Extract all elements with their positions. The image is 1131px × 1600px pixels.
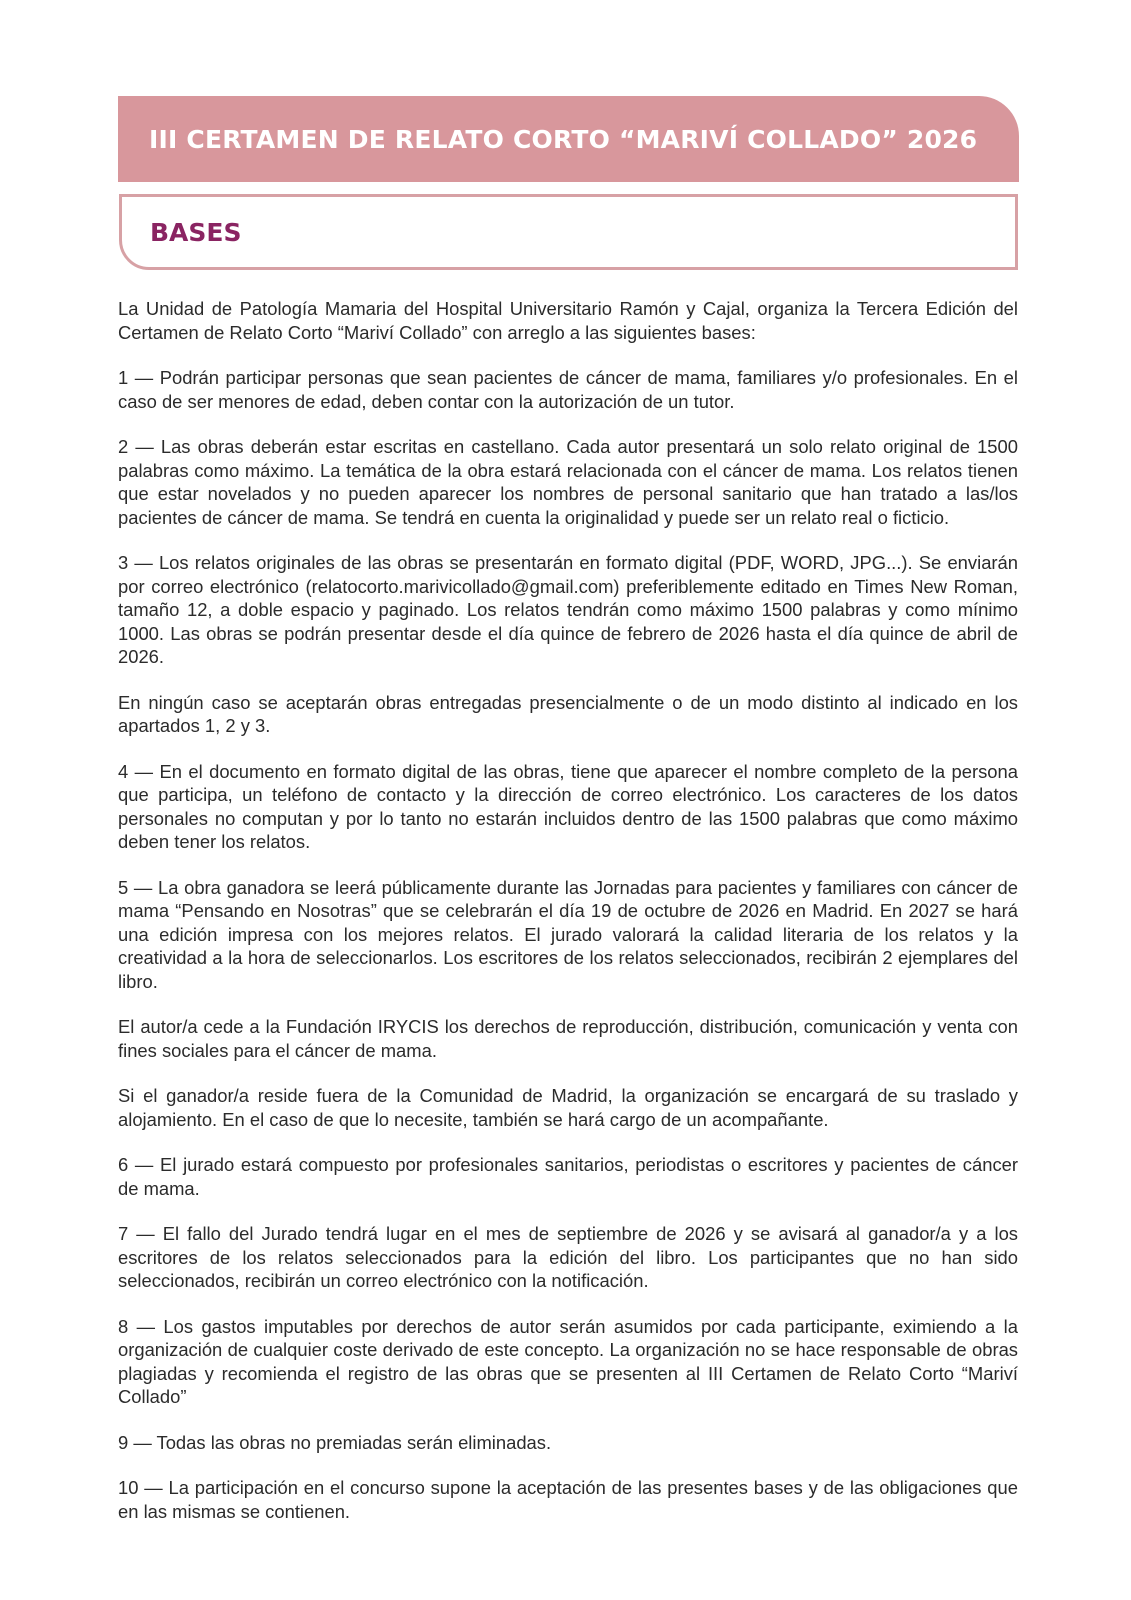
rule-1-paragraph: 1 — Podrán participar personas que sean pacientes de cáncer de mama, familiares y/o profesionales. En el caso de ser menores de edad, deben contar con la autorización de un tutor.: [118, 367, 1018, 412]
section-header-box: [119, 194, 1018, 270]
rule-8-paragraph: 8 — Los gastos imputables por derechos de autor serán asumidos por cada participante, eximiendo a la organización de cualquier coste derivado de este concepto. La organización no se hace responsable de obras plagiadas y recomienda el registro de las obras que se presenten al III Certamen de Relato Corto “Mariví Collado”: [118, 1315, 1018, 1407]
rule-3-paragraph: 3 — Los relatos originales de las obras se presentarán en formato digital (PDF, WORD, JPG...). Se enviarán por correo electrónico (relatocorto.marivicollado@gmail.com) preferiblemente editado en Times New Roman, tamaño 12, a doble espacio y paginado. Los relatos tendrán como máximo 1500 palabras y como mínimo 1000. Las obras se podrán presentar desde el día quince de febrero de 2026 hasta el día quince de abril de 2026.: [118, 552, 1018, 667]
travel-paragraph: Si el ganador/a reside fuera de la Comunidad de Madrid, la organización se encargará de su traslado y alojamiento. En el caso de que lo necesite, también se hará cargo de un acompañante.: [118, 1085, 1018, 1130]
rights-paragraph: El autor/a cede a la Fundación IRYCIS los derechos de reproducción, distribución, comunicación y venta con fines sociales para el cáncer de mama.: [118, 1016, 1018, 1061]
rule-10-paragraph: 10 — La participación en el concurso supone la aceptación de las presentes bases y de las obligaciones que en las mismas se contienen.: [118, 1477, 1018, 1522]
rule-9-paragraph: 9 — Todas las obras no premiadas serán eliminadas.: [118, 1431, 552, 1453]
delivery-note-paragraph: En ningún caso se aceptarán obras entregadas presencialmente o de un modo distinto al indicado en los apartados 1, 2 y 3.: [118, 691, 1018, 736]
document-title: III CERTAMEN DE RELATO CORTO “MARIVÍ COLLADO” 2026: [149, 124, 978, 154]
section-title: BASES: [150, 217, 242, 247]
intro-paragraph: La Unidad de Patología Mamaria del Hospital Universitario Ramón y Cajal, organiza la Tercera Edición del Certamen de Relato Corto “Mariví Collado” con arreglo a las siguientes bases:: [118, 298, 1018, 343]
title-banner: [118, 96, 1019, 182]
rule-4-paragraph: 4 — En el documento en formato digital de las obras, tiene que aparecer el nombre completo de la persona que participa, un teléfono de contacto y la dirección de correo electrónico. Los caracteres de los datos personales no computan y por lo tanto no estarán incluidos dentro de las 1500 palabras que como máximo deben tener los relatos.: [118, 760, 1018, 852]
rule-2-paragraph: 2 — Las obras deberán estar escritas en castellano. Cada autor presentará un solo relato original de 1500 palabras como máximo. La temática de la obra estará relacionada con el cáncer de mama. Los relatos tienen que estar novelados y no pueden aparecer los nombres de personal sanitario que han tratado a las/los pacientes de cáncer de mama. Se tendrá en cuenta la originalidad y puede ser un relato real o ficticio.: [118, 436, 1018, 528]
document-body: [118, 297, 1018, 1545]
rule-5-paragraph: 5 — La obra ganadora se leerá públicamente durante las Jornadas para pacientes y familiares con cáncer de mama “Pensando en Nosotras” que se celebrarán el día 19 de octubre de 2026 en Madrid. En 2027 se hará una edición impresa con los mejores relatos. El jurado valorará la calidad literaria de los relatos y la creatividad a la hora de seleccionarlos. Los escritores de los relatos seleccionados, recibirán 2 ejemplares del libro.: [118, 876, 1018, 992]
rule-6-paragraph: 6 — El jurado estará compuesto por profesionales sanitarios, periodistas o escritores y pacientes de cáncer de mama.: [118, 1154, 1018, 1199]
rule-7-paragraph: 7 — El fallo del Jurado tendrá lugar en el mes de septiembre de 2026 y se avisará al ganador/a y a los escritores de los relatos seleccionados para la edición del libro. Los participantes que no han sido seleccionados, recibirán un correo electrónico con la notificación.: [118, 1223, 1018, 1291]
